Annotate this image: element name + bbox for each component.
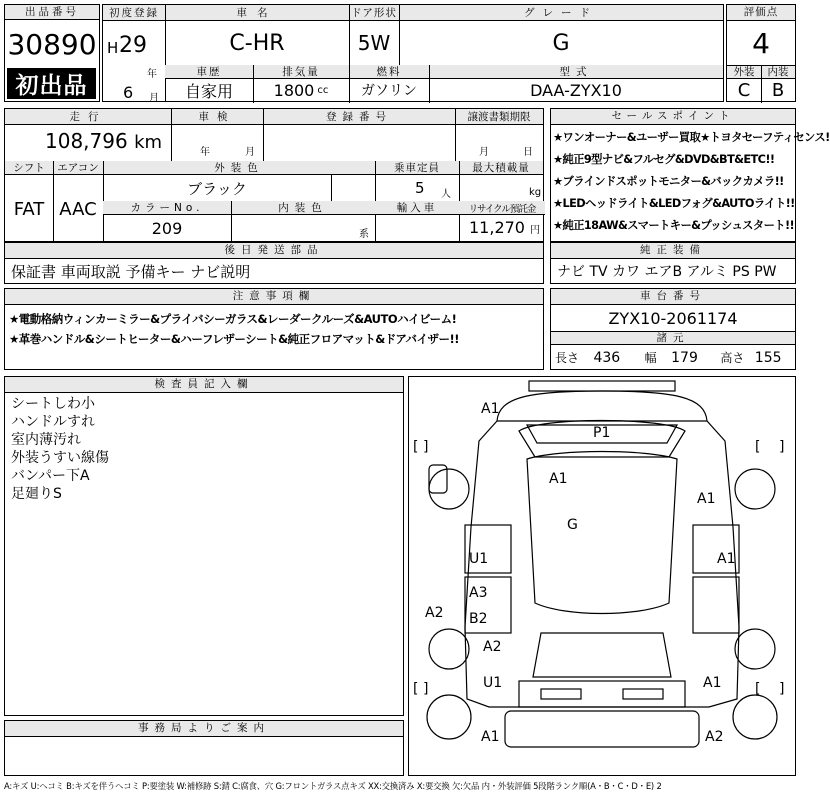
aircon-label: エアコン — [57, 162, 99, 174]
displacement-label: 排気量 — [282, 66, 320, 78]
model-label: 型式 — [559, 66, 593, 78]
right-front-wheel — [735, 469, 775, 509]
front-bumper-outline — [497, 391, 707, 421]
front-grille — [529, 381, 675, 391]
inspector-line: ハンドルすれ — [11, 414, 95, 430]
shift: FAT — [13, 198, 45, 220]
bracket-right-top-close: ] — [779, 439, 785, 455]
sales-point-line: ★純正9型ナビ&フルセグ&DVD&BT&ETC!! — [553, 153, 775, 166]
inspector-line: 外装うすい線傷 — [11, 450, 109, 466]
transfer-day-unit: 日 — [523, 147, 533, 158]
vehicle-header-table — [102, 4, 724, 102]
inspector-line: 足廻りS — [11, 486, 62, 502]
office-box — [4, 720, 404, 776]
right-rear-door — [693, 577, 739, 633]
bracket-right-bottom: [ — [755, 681, 761, 697]
damage-diagram-box — [408, 376, 796, 776]
inspector-box — [4, 376, 404, 716]
mark-windshield: P1 — [593, 425, 611, 441]
displacement-value — [253, 79, 349, 101]
rear-bumper — [505, 711, 699, 747]
history-label: 車歴 — [196, 66, 222, 78]
inspector-line: シートしわ小 — [11, 396, 95, 412]
inspector-line: 室内薄汚れ — [11, 432, 81, 448]
bracket-right-top: [ — [755, 439, 761, 455]
fuel-label: 燃料 — [376, 66, 402, 78]
inspection-year-unit: 年 — [200, 147, 210, 158]
mark-right-fender: A1 — [697, 491, 716, 507]
chassis-number: ZYX10-2061174 — [608, 308, 738, 328]
first-reg-month: 6 — [123, 83, 134, 102]
standard-equipment-title: 純正装備 — [551, 243, 795, 259]
displacement-unit: cc — [317, 84, 329, 96]
sales-point-line: ★ワンオーナー&ユーザー買取★トヨタセーフティセンス! — [553, 131, 830, 144]
bracket-left-top-close: ] — [423, 439, 429, 455]
exterior-color: ブラック — [187, 179, 247, 198]
year-unit: 年 — [147, 69, 157, 80]
recycle-label: リサイクル預託金 — [468, 203, 536, 215]
score-box — [726, 4, 796, 102]
history: 自家用 — [184, 81, 233, 101]
capacity-unit: 人 — [441, 189, 451, 200]
lot-number-box — [4, 4, 100, 102]
reg-no-label: 登録番号 — [326, 111, 392, 123]
left-wheel-bottom — [427, 695, 471, 739]
car-name-label: 車名 — [236, 7, 278, 19]
width: 179 — [671, 350, 698, 366]
mileage-label: 走行 — [69, 111, 107, 123]
bracket-right-bottom-close: ] — [779, 681, 785, 697]
lot-number: 30890 — [7, 27, 97, 61]
door-label: ドア形状 — [351, 7, 397, 19]
mark-rear-bumper-right: A2 — [705, 729, 724, 745]
rear-plate-2 — [623, 689, 663, 699]
recycle-value — [469, 218, 540, 237]
interior-score: B — [771, 79, 785, 101]
notes-box — [4, 288, 544, 370]
mark-right-front-door: A1 — [717, 551, 736, 567]
fuel: ガソリン — [361, 83, 417, 99]
exterior-score: C — [737, 79, 751, 101]
first-reg-label: 初度登録 — [109, 7, 159, 19]
chassis-title: 車台番号 — [551, 289, 795, 305]
mark-left-door-front: A3 — [469, 585, 488, 601]
rear-window — [533, 633, 671, 677]
mileage-unit: km — [134, 132, 163, 153]
mark-left-quarter: U1 — [483, 675, 503, 691]
mark-hood: A1 — [549, 471, 568, 487]
height-label: 高さ — [720, 351, 745, 365]
exterior-label: 外装 — [733, 66, 755, 78]
legend: A:キズ U:ヘコミ B:キズを伴うヘコミ P:要塗装 W:補修跡 S:錆 C:腐食、穴 G:フロントガラス点キズ XX:交換済み X:要交換 欠:欠品 内・外装評価 5段階ランク順(A・B・C・D・E) 2 — [4, 781, 662, 791]
car-name: C-HR — [229, 30, 285, 56]
right-wheel-bottom — [733, 695, 777, 739]
dimensions-row — [555, 349, 782, 366]
shift-label: シフト — [13, 162, 45, 174]
length: 436 — [593, 350, 621, 366]
transfer-label: 譲渡書類期限 — [467, 111, 531, 123]
body-outline — [465, 421, 739, 707]
mark-left-fender-front: U1 — [469, 551, 489, 567]
capacity-label: 乗車定員 — [394, 162, 440, 174]
left-front-wheel — [429, 469, 469, 509]
color-no: 209 — [151, 218, 183, 238]
first-listing-badge: 初出品 — [7, 68, 96, 99]
note-line: ★電動格納ウィンカーミラー&プライバシーガラス&レーダークルーズ&AUTOハイビーム! — [9, 312, 457, 326]
max-load-unit: kg — [529, 187, 542, 198]
inspector-line: バンパー下A — [11, 468, 90, 484]
post-items-box — [4, 242, 544, 284]
notes-list — [9, 309, 459, 349]
mark-left-door-rear: B2 — [469, 611, 488, 627]
sales-point-line: ★LEDヘッドライト&LEDフォグ&AUTOライト!! — [553, 197, 795, 210]
bracket-left-bottom: [ — [413, 681, 419, 697]
mark-roof: G — [567, 517, 578, 533]
office-title: 事務局よりご案内 — [5, 721, 403, 737]
post-items-title: 後日発送部品 — [5, 243, 543, 259]
transfer-month-unit: 月 — [479, 147, 489, 158]
vehicle-detail-table — [4, 108, 544, 242]
color-no-label: カラーNo. — [130, 202, 204, 214]
capacity: 5 — [415, 179, 425, 197]
bracket-left-top: [ — [413, 439, 419, 455]
score: 4 — [752, 26, 770, 60]
int-color-label: 内装色 — [278, 202, 328, 214]
note-line: ★革巻ハンドル&シートヒーター&ハーフレザーシート&純正フロアマット&ドアバイザー!! — [9, 332, 459, 346]
door-type: 5W — [357, 31, 391, 55]
dims-title: 諸元 — [551, 331, 795, 345]
max-load-label: 最大積載量 — [472, 162, 530, 174]
right-rear-wheel — [735, 629, 775, 669]
int-color-suffix: 系 — [359, 229, 369, 240]
mark-right-quarter: A1 — [703, 675, 722, 691]
bracket-left-bottom-close: ] — [423, 681, 429, 697]
inspector-title: 検査員記入欄 — [5, 377, 403, 393]
grade-label: グレード — [524, 7, 598, 19]
first-reg-year: 29 — [119, 33, 147, 58]
inspector-notes — [11, 395, 109, 503]
mark-front-bumper: A1 — [481, 401, 500, 417]
length-label: 長さ — [555, 351, 580, 365]
sales-points-title: セールスポイント — [551, 109, 795, 125]
aircon: AAC — [59, 198, 97, 220]
mark-rear-bumper-left: A1 — [481, 729, 500, 745]
standard-equipment-box — [550, 242, 796, 284]
chassis-box — [550, 288, 796, 370]
inspection-month-unit: 月 — [245, 147, 255, 158]
interior-label: 内装 — [767, 66, 789, 78]
mark-left-rear-wheel: A2 — [425, 605, 444, 621]
sales-point-line: ★純正18AW&スマートキー&プッシュスタート!! — [553, 219, 795, 232]
score-label: 評価点 — [727, 5, 795, 21]
grade: G — [552, 30, 570, 56]
recycle-unit: 円 — [530, 225, 541, 236]
width-label: 幅 — [644, 351, 657, 365]
mileage: 108,796 — [45, 129, 128, 153]
model-code: DAA-ZYX10 — [530, 80, 622, 100]
recycle: 11,270 — [469, 218, 525, 237]
lot-number-label: 出品番号 — [5, 5, 99, 20]
mark-left-rocker: A2 — [483, 639, 502, 655]
color-label: 外装色 — [214, 162, 264, 174]
inspection-label: 車検 — [198, 111, 236, 123]
post-items-value: 保証書 車両取説 予備キー ナビ説明 — [11, 263, 251, 281]
sales-points-box — [550, 108, 830, 242]
sales-point-line: ★ブラインドスポットモニター&バックカメラ!! — [553, 175, 784, 188]
rear-panel — [519, 681, 685, 707]
displacement: 1800 — [273, 80, 315, 100]
month-unit: 月 — [149, 93, 159, 104]
import-label: 輸入車 — [396, 202, 438, 214]
height: 155 — [754, 350, 782, 366]
sales-points-list — [553, 127, 830, 237]
mileage-value — [45, 129, 162, 153]
era-letter: H — [107, 39, 119, 57]
left-rear-wheel — [429, 629, 469, 669]
notes-title: 注意事項欄 — [5, 289, 543, 305]
rear-plate — [541, 689, 581, 699]
standard-equipment-value: ナビ TV カワ エアB アルミ PS PW — [557, 264, 777, 280]
